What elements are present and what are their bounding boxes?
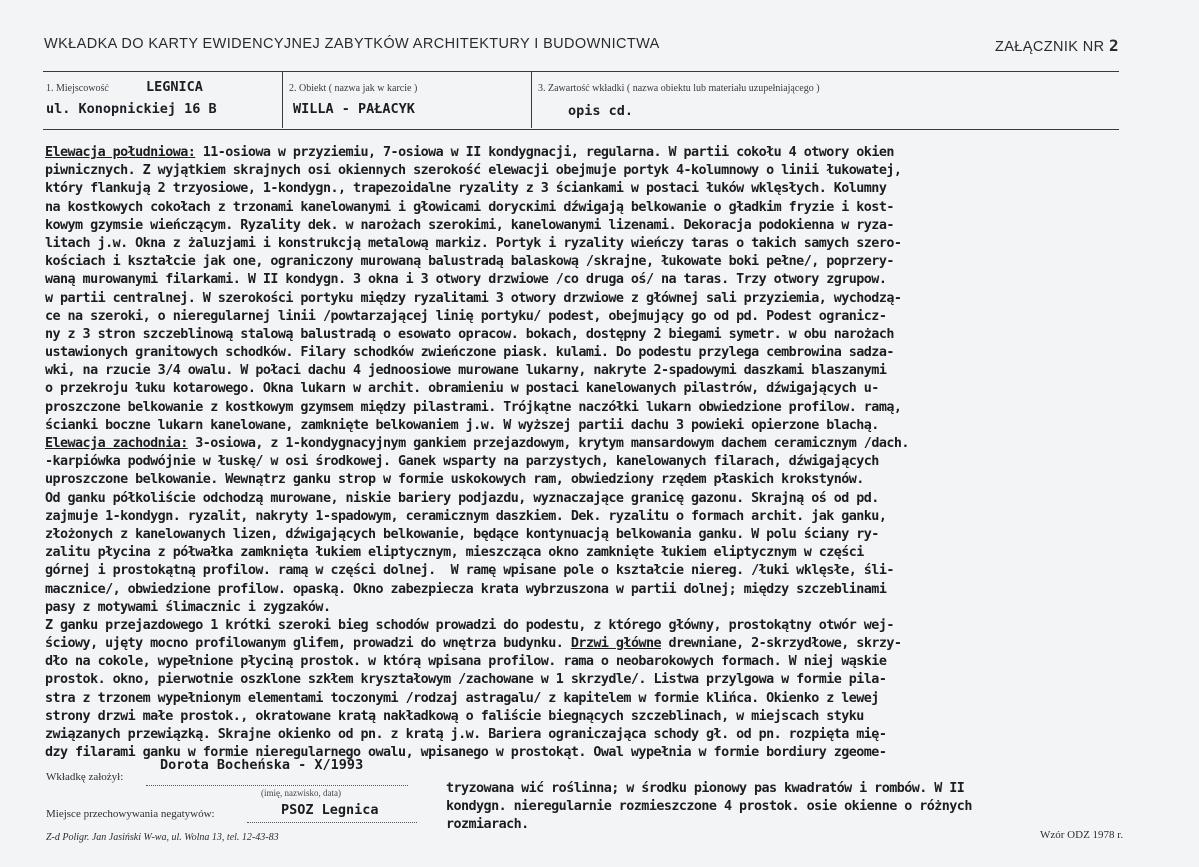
description-line: ustawionych granitowych schodków. Filary schodków zwieńczone piask. kulami. Do podestu przylega cembrowina sadza- <box>45 345 894 361</box>
negatives-label: Miejsce przechowywania negatywów: <box>46 808 215 820</box>
description-line: kościach i kształcie jak one, ograniczony murowaną balustradą balaskową /skrajne, łukowate boki pełne/, poprzery- <box>45 254 894 270</box>
description-line: waną murowanymi filarkami. W II kondygn. 3 okna i 3 otwory drzwiowe /co druga oś/ na taras. Trzy otwory zgrupow. <box>45 272 887 288</box>
description-line: piwnicznych. Z wyjątkiem skrajnych osi okiennych szerokość elewacji obejmuje portyk 4-kolumnowy o linii łukowatej, <box>45 163 902 179</box>
content-value: opis cd. <box>568 103 634 119</box>
description-line: złożonych z kanelowanych lizen, dźwigających belkowanie, będące kontynuacją belkowania ganku. W polu ściany ry- <box>45 526 879 542</box>
attachment-label: ZAŁĄCZNIK NR <box>994 39 1105 55</box>
field-divider <box>282 71 283 128</box>
heading-main-doors: Drzwi główne <box>570 636 661 652</box>
description-line: -karpiówka podwójnie w łuskę/ w osi środkowej. Ganek wsparty na parzystych, kanelowanych filarach, dźwigających <box>45 454 879 470</box>
field-divider <box>531 71 532 128</box>
description-tail-line: rozmiarach. <box>446 817 529 833</box>
negatives-value: PSOZ Legnica <box>281 802 379 818</box>
description-line: macznice/, obwiedzione profilow. opaską. Okno zabezpiecza krata wybrzuszona w partii dolnej; między szczeblinami <box>45 581 887 597</box>
printer-info: Z-d Poligr. Jan Jasiński W-wa, ul. Wolna 13, tel. 12-43-83 <box>46 832 279 843</box>
description-line: ny z 3 stron szczeblinową stalową balustradą o esowato opracow. bokach, dostępny 2 biegami symetr. w obu narożach <box>45 326 894 342</box>
author-label: Wkładkę założył: <box>46 771 124 783</box>
attachment-value: 2 <box>1108 36 1119 55</box>
attachment-number <box>995 36 1119 55</box>
description-line: proszczone belkowanie z kostkowym gzymsem między pilastrami. Trójkątne naczółki lukarn obwiedzione profilow. ramą, <box>45 399 902 415</box>
description-line: związanych przewiązką. Skrajne okienko od pn. z kratą j.w. Bariera ograniczająca schody gł. od pn. rozpięta mię- <box>45 727 887 742</box>
heading-west-elevation: Elewacja zachodnia: <box>45 436 188 451</box>
description-line: wki, na rzucie 3/4 owalu. W połaci dachu 4 jednoosiowe murowane lukarny, nakryte 2-spadowymi daszkami blaszanymi <box>45 363 887 379</box>
description-line: Z ganku przejazdowego 1 krótki szeroki bieg schodów prowadzi do podestu, z którego główny, prostokątny otwór wej- <box>45 617 894 633</box>
description-line: górnej i prostokątną profilow. ramą w części dolnej. W ramę wpisane pole o kształcie niereg. /łuki wklęsłe, śli- <box>45 563 894 579</box>
description-line: Elewacja południowa: 11-osiowa w przyziemiu, 7-osiowa w II kondygnacji, regularna. W partii cokołu 4 otwory okien <box>45 145 894 160</box>
negatives-dotline <box>247 822 417 823</box>
description-tail <box>446 780 1199 835</box>
author-value: Dorota Bocheńska - X/1993 <box>160 757 364 773</box>
object-label: 2. Obiekt ( nazwa jak w karcie ) <box>289 83 418 94</box>
author-caption: (imię, nazwisko, data) <box>261 788 341 798</box>
description-line: ce na szeroki, o nieregularnej linii /powtarzającej linię portyku/ podest, obejmujący go od pd. Podest ogranicz- <box>45 308 887 324</box>
location-label: 1. Miejscowość <box>46 83 109 94</box>
description-line: kowym gzymsie wieńczącym. Ryzality dek. w narożach szerokimi, kanelowanymi lizenami. Dekoracja podokienna w ryza- <box>45 217 894 233</box>
description-line: na kostkowych cokołach z trzonami kanelowanymi i głowicami dorycкimi dźwigają belkowanie o gładkim fryzie i kost- <box>45 199 894 215</box>
description-line: Elewacja zachodnia: 3-osiowa, z 1-kondygnacyjnym gankiem przejazdowym, krytym mansardowym dachem ceramicznym /dach. <box>45 436 909 451</box>
description-line: dło na cokole, wypełnione płyciną prostok. w którą wpisana profilow. rama o neobarokowych formach. W niej wąskie <box>45 654 887 670</box>
description-line: Od ganku półkoliście odchodzą murowane, niskie bariery podjazdu, wyznaczające granicę gazonu. Skrajną oś od pd. <box>45 490 879 506</box>
description-line: uproszczone belkowanie. Wewnątrz ganku strop w formie uskokowych ram, obwiedziony rzędem płaskich krokstynów. <box>45 472 864 488</box>
form-id: Wzór ODZ 1978 r. <box>1040 829 1124 841</box>
description-line: zalitu płycina z półwałka zamknięta łukiem eliptycznym, mieszcząca okno zamknięte łukiem eliptycznym w części <box>45 545 864 561</box>
author-dotline <box>146 785 408 786</box>
description-line: prostok. okno, pierwotnie oszklone szkłem kryształowym /zachowane w 1 skrzydle/. Listwa przylgowa w formie pila- <box>45 672 887 688</box>
description-line: ścianki boczne lukarn kanelowane, zamknięte belkowaniem j.w. W wyższej partii dachu 3 powieki opierzone blachą. <box>45 417 879 433</box>
location-value: LEGNICA <box>146 79 203 95</box>
address-value: ul. Konopnickiej 16 B <box>46 101 217 117</box>
heading-south-elevation: Elewacja południowa: <box>45 145 196 160</box>
description-line: stra z trzonem wypełnionym elementami toczonymi /rodzaj astragalu/ z kapitelem w formie klińca. Okienko z lewej <box>45 690 879 706</box>
description-line: pasy z motywami ślimacznic i zygzaków. <box>45 599 331 615</box>
card-title: WKŁADKA DO KARTY EWIDENCYJNEJ ZABYTKÓW ARCHITEKTURY I BUDOWNICTWA <box>44 36 660 52</box>
description-tail-line: kondygn. nieregularnie rozmieszczone 4 prostok. osie okienne o różnych <box>446 799 972 815</box>
description-line: dzy filarami ganku w formie nieregularnego owalu, wpisanego w prostokąt. Owal wypełnia w formie bordiury zgeome- <box>45 745 887 761</box>
description-line: ściowy, ujęty mocno profilowanym glifem, prowadzi do wnętrza budynku. Drzwi główne drewniane, 2-skrzydłowe, skrzy- <box>45 636 902 652</box>
description-line: litach j.w. Okna z żaluzjami i konstrukcją metalową markiz. Portyk i ryzality wieńczy taras o takich samych szero- <box>45 235 902 251</box>
description-line: który flankują 2 trzyosiowe, 1-kondygn., trapezoidalne ryzality z 3 ściankami w postaci łuków wklęsłych. Kolumny <box>45 181 887 197</box>
description-tail-line: tryzowana wić roślinna; w środku pionowy pas kwadratów i rombów. W II <box>446 781 965 796</box>
description-line: w partii centralnej. W szerokości portyku między ryzalitami 3 otwory drzwiowe z głównej sali przyziemia, wychodzą- <box>45 290 902 306</box>
description-line: zajmuje 1-kondygn. ryzalit, nakryty 1-spadowym, ceramicznym daszkiem. Dek. ryzalitu o formach archit. jak ganku, <box>45 508 887 524</box>
description-text <box>45 144 1195 762</box>
description-line: strony drzwi małe prostok., okratowane kratą nakładkową o faliście biegnących szczeblinach, w miejscach styku <box>45 708 864 724</box>
object-value: WILLA - PAŁACYK <box>293 101 415 117</box>
description-line: o przekroju łuku kotarowego. Okna lukarn w archit. obramieniu w postaci kanelowanych pilastrów, dźwigających u- <box>45 381 879 397</box>
content-label: 3. Zawartość wkładki ( nazwa obiektu lub materiału uzupełniającego ) <box>538 83 820 94</box>
